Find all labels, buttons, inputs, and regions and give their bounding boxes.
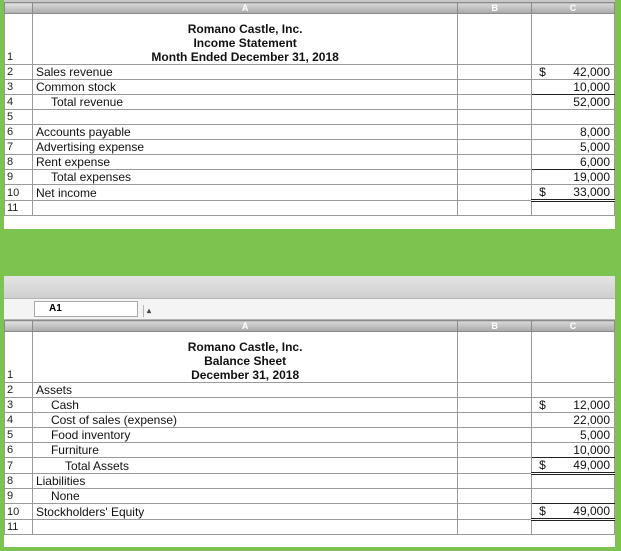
column-header-b[interactable]: B (458, 3, 532, 14)
row-label[interactable]: Common stock (32, 80, 457, 95)
select-all-corner[interactable] (5, 3, 33, 14)
row-number[interactable]: 3 (5, 398, 33, 413)
amount-value: 5,000 (579, 140, 610, 154)
table-row (5, 398, 615, 413)
row-label[interactable]: Advertising expense (32, 140, 457, 155)
table-row (5, 443, 615, 458)
table-row (5, 125, 615, 140)
amount-cell[interactable] (532, 65, 615, 80)
table-row (5, 383, 615, 398)
amount-value: 8,000 (579, 125, 610, 139)
select-all-corner[interactable] (5, 321, 33, 332)
table-row (5, 504, 615, 520)
amount-cell[interactable] (532, 474, 615, 489)
balance-sheet-grid (4, 320, 615, 535)
column-header-c[interactable]: C (532, 3, 615, 14)
row-label[interactable]: Cash (32, 398, 457, 413)
statement-date: December 31, 2018 (191, 368, 300, 382)
row-label[interactable]: Liabilities (32, 474, 457, 489)
row-number[interactable]: 4 (5, 413, 33, 428)
amount-cell[interactable] (532, 489, 615, 504)
table-row (5, 489, 615, 504)
amount-cell[interactable] (532, 398, 615, 413)
row-label[interactable] (32, 201, 457, 216)
name-box-stepper-icon[interactable]: ▴ (143, 305, 154, 317)
cell-b[interactable] (458, 80, 532, 95)
row-number[interactable]: 3 (5, 80, 33, 95)
cell-b[interactable] (458, 383, 532, 398)
currency-symbol: $ (539, 458, 546, 472)
row-number[interactable]: 7 (5, 140, 33, 155)
column-header-a[interactable]: A (32, 321, 457, 332)
amount-value: 10,000 (573, 443, 610, 457)
cell-b[interactable] (458, 443, 532, 458)
row-number[interactable]: 11 (5, 520, 33, 535)
cell-b[interactable] (458, 474, 532, 489)
row-label[interactable]: Sales revenue (32, 65, 457, 80)
column-header-row (5, 321, 615, 332)
row-label[interactable]: Food inventory (32, 428, 457, 443)
amount-cell[interactable] (532, 413, 615, 428)
row-number[interactable]: 9 (5, 489, 33, 504)
table-row (5, 520, 615, 535)
cell-b[interactable] (458, 398, 532, 413)
statement-title-cell[interactable] (32, 14, 457, 65)
amount-cell[interactable] (532, 125, 615, 140)
cell-b[interactable] (458, 428, 532, 443)
row-label[interactable] (32, 520, 457, 535)
column-header-c[interactable]: C (532, 321, 615, 332)
amount-cell[interactable] (532, 155, 615, 170)
column-header-row (5, 3, 615, 14)
cell-b[interactable] (458, 201, 532, 216)
row-number[interactable]: 9 (5, 170, 33, 185)
cell-b[interactable] (458, 110, 532, 125)
amount-cell[interactable] (532, 443, 615, 458)
cell-b[interactable] (458, 125, 532, 140)
amount-cell[interactable] (532, 110, 615, 125)
row-label[interactable]: Stockholders' Equity (32, 504, 457, 520)
row-number[interactable]: 6 (5, 125, 33, 140)
cell-b[interactable] (458, 140, 532, 155)
row-number[interactable]: 8 (5, 474, 33, 489)
table-row (5, 110, 615, 125)
table-row (5, 170, 615, 185)
cell-c1[interactable] (532, 332, 615, 383)
cell-b[interactable] (458, 155, 532, 170)
currency-symbol: $ (539, 65, 546, 79)
row-number[interactable]: 8 (5, 155, 33, 170)
row-number[interactable]: 2 (5, 383, 33, 398)
statement-title-cell[interactable] (32, 332, 457, 383)
row-label[interactable]: Furniture (32, 443, 457, 458)
table-row (5, 140, 615, 155)
amount-cell[interactable] (532, 201, 615, 216)
cell-b1[interactable] (458, 332, 532, 383)
table-row (5, 474, 615, 489)
row-number[interactable]: 2 (5, 65, 33, 80)
row-number[interactable]: 10 (5, 185, 33, 201)
amount-value: 19,000 (573, 170, 610, 184)
name-box[interactable] (34, 301, 151, 317)
cell-b[interactable] (458, 520, 532, 535)
table-row (5, 458, 615, 474)
row-label[interactable]: Total Assets (32, 458, 457, 474)
cell-c1[interactable] (532, 14, 615, 65)
row-number[interactable]: 10 (5, 504, 33, 520)
row-label[interactable] (32, 110, 457, 125)
amount-value: 12,000 (573, 398, 610, 412)
currency-symbol: $ (539, 504, 546, 518)
amount-value: 22,000 (573, 413, 610, 427)
column-header-a[interactable]: A (32, 3, 457, 14)
cell-b[interactable] (458, 458, 532, 474)
amount-cell[interactable] (532, 428, 615, 443)
amount-value: 6,000 (579, 155, 610, 169)
column-header-b[interactable]: B (458, 321, 532, 332)
cell-b[interactable] (458, 413, 532, 428)
table-row (5, 185, 615, 201)
amount-cell[interactable] (532, 80, 615, 95)
table-row (5, 413, 615, 428)
amount-cell[interactable] (532, 520, 615, 535)
amount-value: 49,000 (573, 504, 610, 518)
row-label[interactable]: Cost of sales (expense) (32, 413, 457, 428)
amount-value: 42,000 (573, 65, 610, 79)
amount-value: 5,000 (579, 428, 610, 442)
row-number[interactable]: 7 (5, 458, 33, 474)
amount-value: 49,000 (573, 458, 610, 472)
row-number[interactable]: 5 (5, 110, 33, 125)
amount-cell[interactable] (532, 383, 615, 398)
balance-sheet-sheet (4, 276, 615, 547)
row-number[interactable]: 1 (5, 14, 33, 65)
formula-bar (4, 299, 615, 320)
company-name: Romano Castle, Inc. (187, 22, 303, 36)
statement-period: Month Ended December 31, 2018 (151, 50, 339, 64)
row-label[interactable]: Accounts payable (32, 125, 457, 140)
amount-cell[interactable] (532, 170, 615, 185)
row-label[interactable]: Net income (32, 185, 457, 201)
row-label[interactable]: Total revenue (32, 95, 457, 110)
table-row (5, 155, 615, 170)
amount-value: 33,000 (573, 185, 610, 199)
title-row (5, 14, 615, 65)
row-number[interactable]: 6 (5, 443, 33, 458)
name-box-value: A1 (49, 303, 62, 314)
table-row (5, 65, 615, 80)
row-label[interactable]: Total expenses (32, 170, 457, 185)
amount-value: 10,000 (573, 80, 610, 94)
currency-symbol: $ (539, 398, 546, 412)
currency-symbol: $ (539, 185, 546, 199)
title-row (5, 332, 615, 383)
cell-b[interactable] (458, 65, 532, 80)
table-row (5, 95, 615, 110)
cell-b[interactable] (458, 504, 532, 520)
statement-name: Balance Sheet (204, 354, 287, 368)
income-statement-grid (4, 2, 615, 216)
income-statement-sheet (4, 0, 615, 229)
row-label[interactable]: Rent expense (32, 155, 457, 170)
amount-cell[interactable] (532, 458, 615, 474)
row-number[interactable]: 11 (5, 201, 33, 216)
table-row (5, 428, 615, 443)
row-label[interactable]: Assets (32, 383, 457, 398)
table-row (5, 80, 615, 95)
statement-name: Income Statement (193, 36, 297, 50)
row-number[interactable]: 5 (5, 428, 33, 443)
amount-value: 52,000 (573, 95, 610, 109)
toolbar (4, 276, 615, 299)
amount-cell[interactable] (532, 504, 615, 520)
cell-b[interactable] (458, 185, 532, 201)
amount-cell[interactable] (532, 95, 615, 110)
cell-b[interactable] (458, 95, 532, 110)
company-name: Romano Castle, Inc. (187, 340, 303, 354)
cell-b1[interactable] (458, 14, 532, 65)
row-number[interactable]: 4 (5, 95, 33, 110)
amount-cell[interactable] (532, 140, 615, 155)
row-number[interactable]: 1 (5, 332, 33, 383)
cell-b[interactable] (458, 489, 532, 504)
amount-cell[interactable] (532, 185, 615, 201)
row-label[interactable]: None (32, 489, 457, 504)
table-row (5, 201, 615, 216)
cell-b[interactable] (458, 170, 532, 185)
